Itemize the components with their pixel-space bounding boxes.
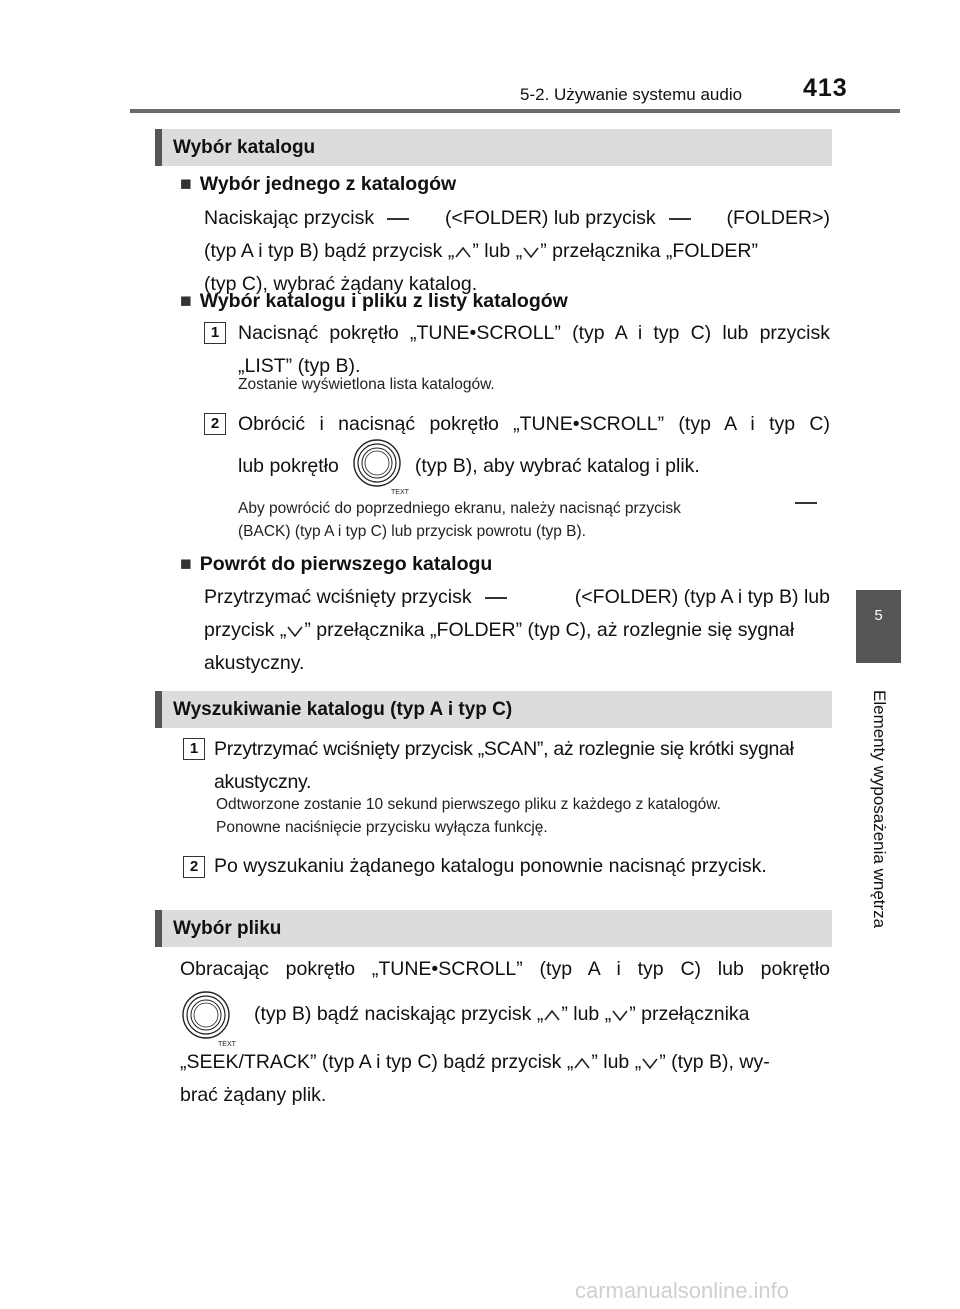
note-folder-list: Zostanie wyświetlona lista katalogów. (238, 376, 495, 393)
text-line: (typ C), wybrać żądany katalog. (204, 273, 478, 295)
step-number-2: 2 (183, 856, 205, 878)
text-line: Przytrzymać wciśnięty przycisk „SCAN”, aż rozlegnie się krótki sygnał (214, 738, 794, 760)
bullet-heading-text: Powrót do pierwszego katalogu (199, 553, 493, 575)
bullet-square-icon: ■ (180, 553, 192, 575)
text-line: Aby powrócić do poprzedniego ekranu, należy nacisnąć przycisk (238, 497, 830, 520)
bullet-square-icon: ■ (180, 173, 192, 195)
text-segment: (typ B) bądź naciskając przycisk „ ” lub „ ” przełącznika (254, 1003, 750, 1025)
section-title-folder-search: Wyszukiwanie katalogu (typ A i typ C) (155, 691, 832, 728)
text-segment: (typ B), aby wybrać katalog i plik. (414, 454, 700, 477)
note-back (238, 497, 830, 543)
text-segment: Naciskając przycisk (204, 202, 422, 235)
bullet-heading-select-one (180, 173, 456, 196)
step-number-2: 2 (204, 413, 226, 435)
text-line: akustyczny. (204, 652, 305, 674)
knob-text-label: TEXT (218, 1041, 236, 1048)
step-number-1: 1 (204, 322, 226, 344)
bullet-heading-list-select (180, 290, 568, 313)
text-line: brać żądany plik. (180, 1084, 327, 1106)
text-line (254, 998, 830, 1031)
text-line: Ponowne naciśnięcie przycisku wyłącza funkcję. (216, 819, 548, 836)
folder-up-button-icon (662, 213, 698, 225)
page-number: 413 (803, 74, 848, 102)
text-line (204, 581, 830, 614)
file-text-line1: Obracając pokrętło „TUNE•SCROLL” (typ A i typ C) lub pokrętło (180, 958, 830, 980)
text-line (204, 202, 830, 235)
chapter-tab (856, 590, 901, 663)
tune-knob-icon (347, 436, 407, 496)
paragraph-return-first (204, 581, 830, 680)
file-text-line2 (254, 998, 830, 1031)
text-line: akustyczny. (214, 771, 312, 793)
chevron-down-icon (611, 1009, 629, 1021)
header-rule (130, 109, 900, 113)
chevron-down-icon (286, 625, 304, 637)
chevron-down-icon (641, 1057, 659, 1069)
running-header-section: 5-2. Używanie systemu audio (520, 85, 743, 104)
text-line: przycisk „ ” przełącznika „FOLDER” (typ C), aż rozlegnie się sygnał (204, 619, 795, 641)
bullet-square-icon: ■ (180, 290, 192, 312)
file-text-lines3-4 (180, 1046, 830, 1112)
text-line: (BACK) (typ A i typ C) lub przycisk powrotu (typ B). (238, 523, 586, 540)
step-text-scan (214, 733, 830, 799)
folder-down-button-icon (380, 213, 416, 225)
section-title-file-select: Wybór pliku (155, 910, 832, 947)
text-segment: „SEEK/TRACK” (typ A i typ C) bądź przycisk „ ” lub „ ” (typ B), wy- (180, 1051, 770, 1073)
knob-text-label: TEXT (390, 489, 409, 496)
chevron-down-icon (522, 246, 540, 258)
step-text-2-line1: Obrócić i nacisnąć pokrętło „TUNE•SCROLL” (typ A i typ C) (238, 413, 830, 435)
folder-down-button-icon (478, 592, 514, 604)
chapter-label: Elementy wyposażenia wnętrza (870, 689, 889, 929)
text-segment: (<FOLDER) lub przycisk (445, 202, 704, 235)
bullet-heading-text: Wybór jednego z katalogów (199, 173, 457, 195)
chapter-number: 5 (874, 607, 883, 624)
section-title-folder-select: Wybór katalogu (155, 129, 832, 166)
text-segment: (<FOLDER) (typ A i typ B) lub (574, 586, 830, 608)
note-scan (216, 793, 721, 839)
bullet-heading-text: Wybór katalogu i pliku z listy katalogów (199, 290, 568, 312)
watermark-url: carmanualsonline.info (575, 1278, 790, 1303)
chevron-up-icon (454, 246, 472, 258)
step-text-confirm: Po wyszukaniu żądanego katalogu ponownie nacisnąć przycisk. (214, 855, 767, 877)
step-text-2-line2 (238, 437, 700, 495)
text-line (204, 235, 830, 268)
tune-knob-icon (176, 988, 236, 1048)
step-number-1: 1 (183, 738, 205, 760)
text-line: Nacisnąć pokrętło „TUNE•SCROLL” (typ A i typ C) lub przycisk (238, 322, 830, 344)
chevron-up-icon (573, 1057, 591, 1069)
chevron-up-icon (543, 1009, 561, 1021)
text-segment: Przytrzymać wciśnięty przycisk (204, 581, 520, 614)
text-segment: (typ A i typ B) bądź przycisk „ ” lub „ ” przełącznika „FOLDER” (204, 240, 758, 262)
text-segment: lub pokrętło (238, 454, 339, 477)
chapter-label-box (866, 674, 892, 944)
text-line (180, 1046, 830, 1079)
text-line: Odtworzone zostanie 10 sekund pierwszego pliku z każdego z katalogów. (216, 796, 721, 813)
paragraph-select-one (204, 202, 830, 301)
back-button-icon (788, 497, 824, 509)
text-line: „LIST” (typ B). (238, 355, 361, 377)
bullet-heading-return-first (180, 553, 492, 576)
text-segment: (FOLDER>) (726, 207, 830, 229)
